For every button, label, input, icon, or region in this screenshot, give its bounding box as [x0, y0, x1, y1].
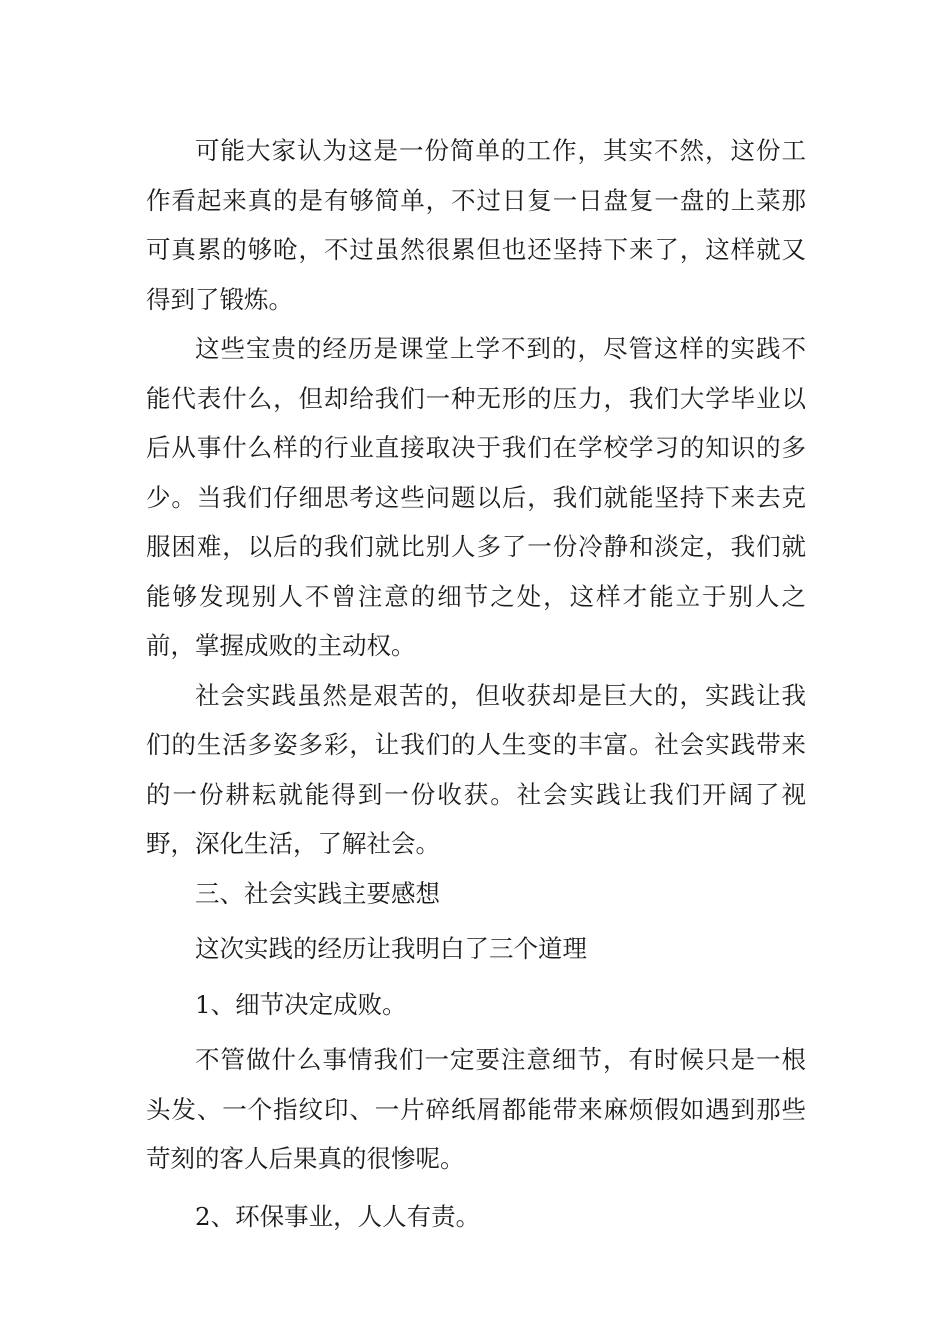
document-body: [146, 126, 806, 1241]
paragraph-valuable-experience: 这些宝贵的经历是课堂上学不到的，尽管这样的实践不能代表什么，但却给我们一种无形的压力，我们大学毕业以后从事什么样的行业直接取决于我们在学校学习的知识的多少。当我们仔细思考这些问题以后，我们就能坚持下来去克服困难，以后的我们就比别人多了一份冷静和淡定，我们就能够发现别人不曾注意的细节之处，这样才能立于别人之前，掌握成败的主动权。: [146, 334, 806, 660]
paragraph-work-description: 可能大家认为这是一份简单的工作，其实不然，这份工作看起来真的是有够简单，不过日复一日盘复一盘的上菜那可真累的够呛，不过虽然很累但也还坚持下来了，这样就又得到了锻炼。: [146, 136, 806, 314]
section-heading-main-thoughts: 三、社会实践主要感想: [195, 878, 440, 908]
lesson-2-heading: 2、环保事业，人人有责。: [195, 1201, 481, 1231]
paragraph-practice-harvest: 社会实践虽然是艰苦的，但收获却是巨大的，实践让我们的生活多姿多彩，让我们的人生变的丰富。社会实践带来的一份耕耘就能得到一份收获。社会实践让我们开阔了视野，深化生活，了解社会。: [146, 680, 806, 858]
paragraph-three-lessons: 这次实践的经历让我明白了三个道理: [195, 934, 587, 963]
lesson-1-heading: 1、细节决定成败。: [195, 989, 407, 1019]
paragraph-attention-to-detail: 不管做什么事情我们一定要注意细节，有时候只是一根头发、一个指纹印、一片碎纸屑都能带来麻烦假如遇到那些苛刻的客人后果真的很惨呢。: [146, 1045, 806, 1173]
